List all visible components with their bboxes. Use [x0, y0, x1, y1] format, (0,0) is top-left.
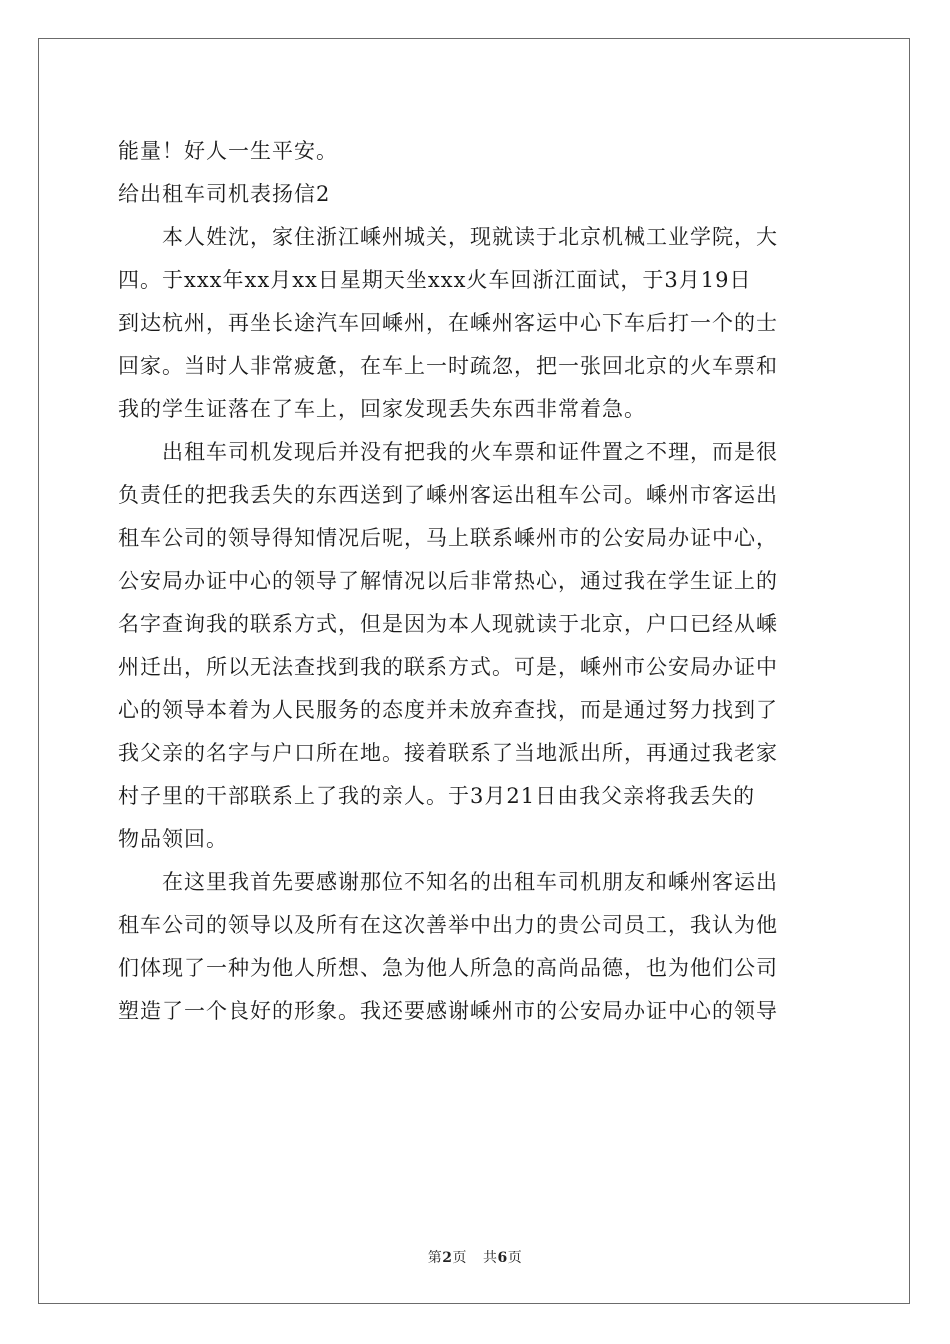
text-line: 物品领回。: [118, 827, 228, 851]
text-line: 们体现了一种为他人所想、急为他人所急的高尚品德，也为他们公司: [118, 956, 778, 980]
text-line: 四。于xxx年xx月xx日星期天坐xxx火车回浙江面试，于3月19日: [118, 268, 752, 292]
text-line: 心的领导本着为人民服务的态度并未放弃查找，而是通过努力找到了: [118, 698, 778, 722]
page-footer: [0, 1247, 950, 1267]
text-line: 到达杭州，再坐长途汽车回嵊州，在嵊州客运中心下车后打一个的士: [118, 311, 778, 335]
text-line: 公安局办证中心的领导了解情况以后非常热心，通过我在学生证上的: [118, 569, 778, 593]
text-line: 村子里的干部联系上了我的亲人。于3月21日由我父亲将我丢失的: [118, 784, 756, 808]
text-line: 回家。当时人非常疲惫，在车上一时疏忽，把一张回北京的火车票和: [118, 354, 778, 378]
text-line: 我父亲的名字与户口所在地。接着联系了当地派出所，再通过我老家: [118, 741, 778, 765]
page-suffix: 页: [452, 1250, 467, 1266]
page-number: 2: [442, 1250, 453, 1266]
text-line: 在这里我首先要感谢那位不知名的出租车司机朋友和嵊州客运出: [118, 870, 778, 894]
text-line: 租车公司的领导以及所有在这次善举中出力的贵公司员工，我认为他: [118, 913, 778, 937]
section-heading: 给出租车司机表扬信2: [118, 182, 331, 206]
total-suffix: 页: [507, 1250, 523, 1266]
page-prefix: 第: [427, 1250, 443, 1266]
total-pages: 6: [497, 1250, 508, 1266]
text-line: 塑造了一个良好的形象。我还要感谢嵊州市的公安局办证中心的领导: [118, 999, 778, 1023]
document-body: [118, 130, 832, 1033]
total-prefix: 共: [483, 1250, 498, 1266]
text-line: 本人姓沈，家住浙江嵊州城关，现就读于北京机械工业学院，大: [118, 225, 778, 249]
text-line: 租车公司的领导得知情况后呢，马上联系嵊州市的公安局办证中心，: [118, 526, 778, 550]
text-line: 能量！好人一生平安。: [118, 139, 338, 163]
text-line: 负责任的把我丢失的东西送到了嵊州客运出租车公司。嵊州市客运出: [118, 483, 778, 507]
text-line: 名字查询我的联系方式，但是因为本人现就读于北京，户口已经从嵊: [118, 612, 778, 636]
text-line: 我的学生证落在了车上，回家发现丢失东西非常着急。: [118, 397, 646, 421]
text-line: 出租车司机发现后并没有把我的火车票和证件置之不理，而是很: [118, 440, 778, 464]
text-line: 州迁出，所以无法查找到我的联系方式。可是，嵊州市公安局办证中: [118, 655, 778, 679]
